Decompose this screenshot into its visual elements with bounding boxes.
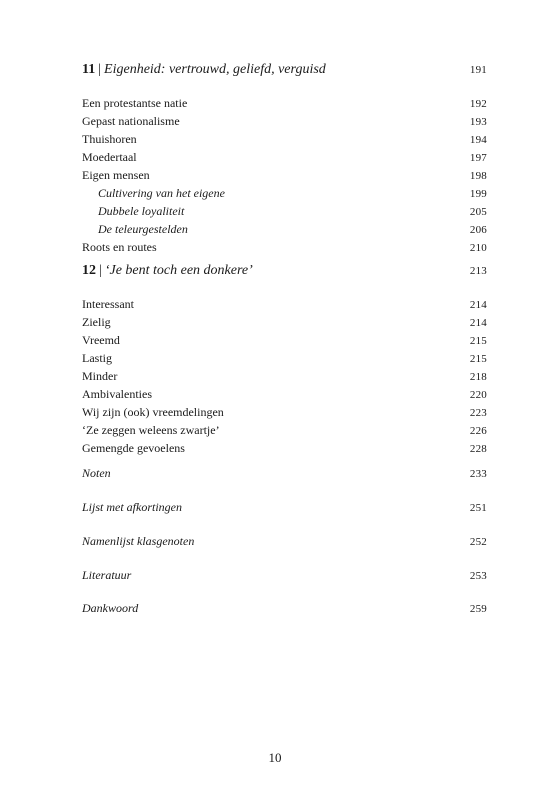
backmatter-entry — [82, 600, 487, 618]
toc-subentry — [82, 185, 487, 203]
toc-entry — [82, 350, 487, 368]
entry-title: Literatuur — [82, 568, 132, 582]
entry-page: 215 — [469, 353, 487, 365]
toc-entry — [82, 113, 487, 131]
chapter-page-number: 213 — [469, 265, 487, 277]
entry-title: Dubbele loyaliteit — [98, 204, 185, 218]
entry-title: Namenlijst klasgenoten — [82, 534, 195, 548]
entry-title: Minder — [82, 369, 118, 383]
entry-title: Zielig — [82, 315, 111, 329]
entry-page: 252 — [469, 536, 487, 548]
entry-title: Interessant — [82, 297, 134, 311]
toc-entry — [82, 131, 487, 149]
entry-title: Noten — [82, 466, 111, 480]
toc-entry — [82, 95, 487, 113]
entry-title: Lijst met afkortingen — [82, 500, 182, 514]
chapter-title: Eigenheid: vertrouwd, geliefd, verguisd — [104, 62, 326, 77]
entry-page: 253 — [469, 570, 487, 582]
entry-page: 259 — [469, 603, 487, 615]
entry-title: De teleurgestelden — [98, 222, 188, 236]
toc-entry — [82, 149, 487, 167]
toc-subentry — [82, 203, 487, 221]
entry-title: Wij zijn (ook) vreemdelingen — [82, 405, 224, 419]
entry-page: 194 — [469, 134, 487, 146]
page-number: 10 — [268, 750, 282, 765]
chapter-separator: | — [98, 62, 102, 77]
chapter-sections — [82, 95, 487, 257]
toc-entry — [82, 404, 487, 422]
entry-page: 223 — [469, 407, 487, 419]
entry-page: 228 — [469, 443, 487, 455]
toc-entry — [82, 314, 487, 332]
toc-entry — [82, 440, 487, 458]
chapter-heading — [82, 60, 487, 80]
entry-title: Cultivering van het eigene — [98, 186, 225, 200]
entry-title: Vreemd — [82, 333, 120, 347]
entry-page: 233 — [469, 468, 487, 480]
toc-entry — [82, 368, 487, 386]
chapter-title-line — [82, 60, 326, 80]
chapter-number: 11 — [82, 62, 96, 77]
entry-page: 251 — [469, 502, 487, 514]
entry-page: 214 — [469, 299, 487, 311]
chapter-heading — [82, 261, 487, 281]
entry-page: 214 — [469, 317, 487, 329]
entry-page: 206 — [469, 224, 487, 236]
toc-entry — [82, 422, 487, 440]
chapter-page-number: 191 — [469, 64, 487, 76]
toc-subentry — [82, 221, 487, 239]
chapter-number: 12 — [82, 263, 96, 278]
entry-page: 193 — [469, 116, 487, 128]
entry-page: 226 — [469, 425, 487, 437]
toc-entry — [82, 167, 487, 185]
entry-title: Thuishoren — [82, 132, 137, 146]
toc-entry — [82, 386, 487, 404]
chapter-title: ‘Je bent toch een donkere’ — [104, 263, 253, 278]
entry-title: Eigen mensen — [82, 168, 150, 182]
entry-page: 197 — [469, 152, 487, 164]
toc-entry — [82, 296, 487, 314]
entry-page: 218 — [469, 371, 487, 383]
entry-page: 215 — [469, 335, 487, 347]
entry-title: Roots en routes — [82, 240, 157, 254]
entry-title: Een protestantse natie — [82, 96, 188, 110]
chapter-title-line — [82, 261, 253, 281]
chapter-separator: | — [99, 263, 102, 278]
backmatter-entry — [82, 465, 487, 483]
backmatter-entry — [82, 567, 487, 585]
entry-title: Gepast nationalisme — [82, 114, 180, 128]
toc-entry — [82, 332, 487, 350]
entry-title: Dankwoord — [82, 601, 139, 615]
entry-page: 205 — [469, 206, 487, 218]
entry-page: 198 — [469, 170, 487, 182]
entry-title: ‘Ze zeggen weleens zwartje’ — [82, 423, 220, 437]
entry-page: 220 — [469, 389, 487, 401]
backmatter-entry — [82, 499, 487, 517]
backmatter-entry — [82, 533, 487, 551]
entry-title: Gemengde gevoelens — [82, 441, 185, 455]
entry-title: Moedertaal — [82, 150, 137, 164]
entry-title: Lastig — [82, 351, 112, 365]
entry-page: 199 — [469, 188, 487, 200]
chapter-sections — [82, 296, 487, 458]
entry-page: 192 — [469, 98, 487, 110]
entry-title: Ambivalenties — [82, 387, 152, 401]
toc-entry — [82, 239, 487, 257]
entry-page: 210 — [469, 242, 487, 254]
